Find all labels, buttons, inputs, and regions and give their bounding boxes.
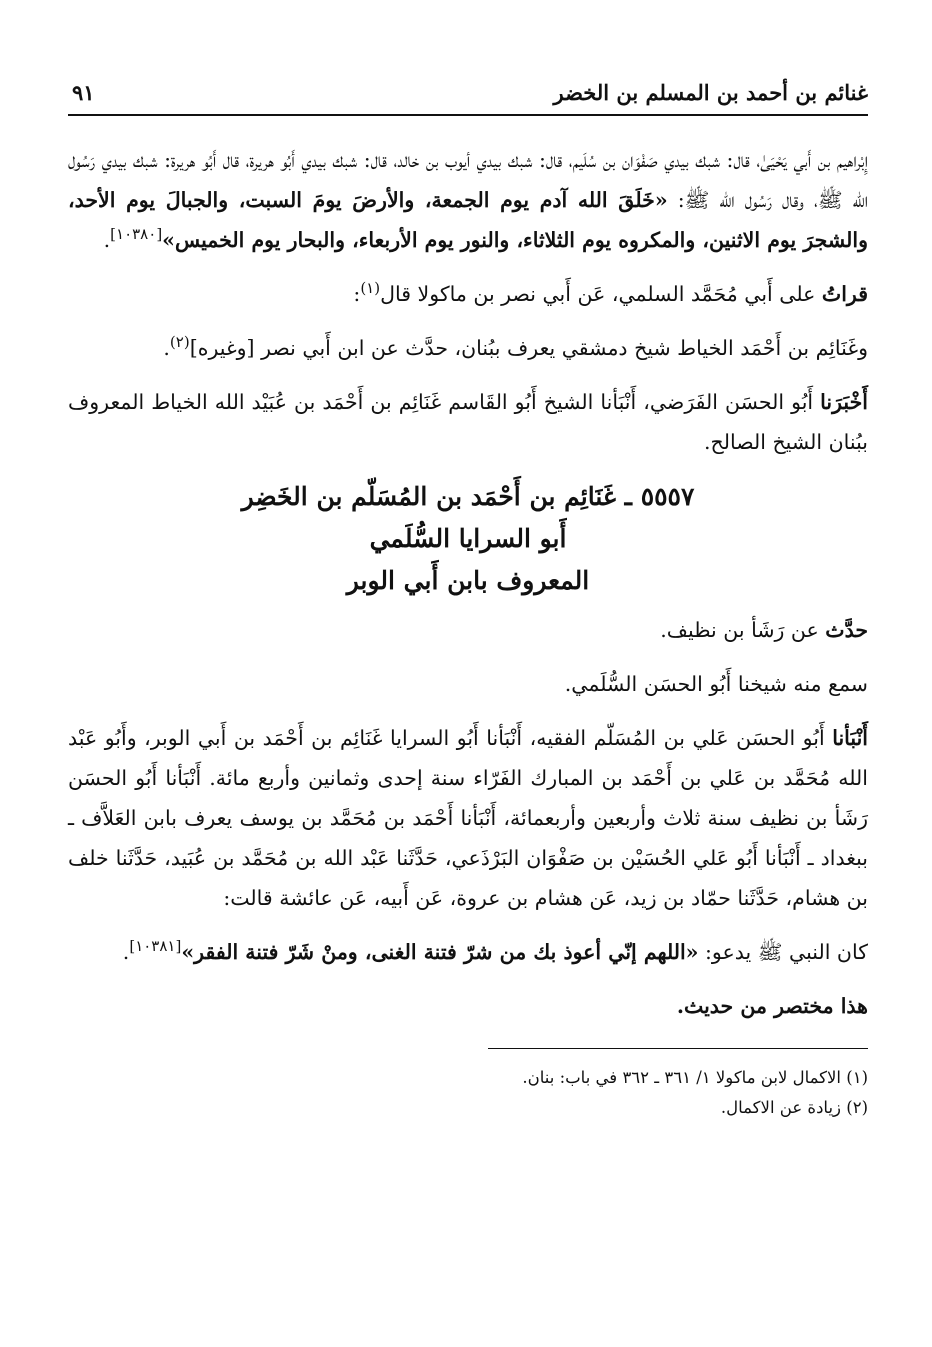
transmission-keyword: قراتُ [821,282,868,306]
paragraph-text: أَبُو الحسَن الفَرَضي، أَنْبَأنا الشيخ أَبُو القَاسم غَنَائِم بن أَحْمَد بن عُبَيْد الله الخياط المعروف ببُنان الشيخ الصالح. [68,390,868,454]
paragraph-end: : [353,282,361,306]
page-number: ٩١ [72,80,95,105]
footnote-marker: (١) [360,279,381,298]
paragraph-akhbarana [68,382,868,462]
transmission-keyword: حدَّث [825,618,868,642]
running-title: غنائم بن أحمد بن المسلم بن الخضر [553,80,868,105]
hadith-quote: «اللهم إنّي أعوذ بك من شرّ فتنة الغنى، ومنْ شَرّ فتنة الفقر» [181,940,699,964]
entry-title: ٥٥٥٧ ـ غَنَائِم بن أَحْمَد بن المُسَلّم بن الخَضِر [241,482,695,511]
entry-heading [68,476,868,602]
paragraph-text: وغَنَائِم بن أَحْمَد الخياط شيخ دمشقي يعرف ببُنان، حدَّث عن ابن أَبي نصر [وغيره] [189,336,868,360]
paragraph-prophet-dua [68,932,868,972]
paragraph-text: إِبْراهيم بن أَبي يَحْيَىٰ، قال: شبك بيدي صَفْوَان بن سُلَيم، قال: شبك بيدي أيوب بن خالد، قال: شبك بيدي أَبُو هريرة، قال أَبُو هريرة: شبك بيدي رَسُول الله ﷺ، وقال رَسُول الله ﷺ: [68,148,868,212]
footnotes [68,1063,868,1123]
paragraph-end: . [103,228,111,252]
paragraph-text: عن رَشَأ بن نظيف. [660,618,826,642]
paragraph-closing [68,986,868,1026]
entry-nickname: المعروف بابن أَبي الوبر [346,566,590,595]
paragraph-samia [68,664,868,704]
footnote-separator [488,1048,868,1049]
paragraph-text: هذا مختصر من حديث. [676,994,868,1018]
paragraph-text: على أَبي مُحَمَّد السلمي، عَن أَبي نصر بن ماكولا قال [380,282,822,306]
paragraph-text: سمع منه شيخنا أَبُو الحسَن السُّلَمي. [564,672,868,696]
transmission-keyword: أَخْبَرَنا [820,390,868,414]
paragraph-reading [68,274,868,314]
hadith-quote: «خَلَقَ الله آدم يوم الجمعة، والأرضَ يومَ السبت، والجبالَ يوم الأحد، والشجرَ يوم الاثنين، والمكروه يوم الثلاثاء، والنور يوم الأربعاء، والبحار يوم الخميس» [68,188,868,252]
hadith-number: [١٠٣٨١] [129,937,182,956]
footnote-2: (٢) زيادة عن الاكمال. [720,1098,868,1117]
transmission-keyword: أَنْبَأنا [832,726,868,750]
footnote-marker: (٢) [169,333,190,352]
paragraph-hadith-chain [68,140,868,260]
hadith-number: [١٠٣٨٠] [110,225,163,244]
paragraph-isnad [68,718,868,918]
paragraph-text: أَبُو الحسَن عَلي بن المُسَلّم الفقيه، أَنْبَأنا أَبُو السرايا غَنَائِم بن أَحْمَد بن أَبي الوبر، وأَبُو عَبْد الله مُحَمَّد بن عَلي بن أَحْمَد بن المبارك الفَرّاء سنة إحدى وثمانين وأربع مائة. أَنْبَأنا أَبُو الحسَن رَشَأ بن نظيف سنة ثلاث وأربعين وأربعمائة، أَنْبَأنا أَحْمَد بن مُحَمَّد بن يوسف يعرف بابن العَلاَّف ـ ببغداد ـ أَنْبَأنا أَبُو عَلي الحُسَيْن بن صَفْوَان البَرْذَعي، حَدَّثَنا عَبْد الله بن مُحَمَّد بن عُبَيد، حَدَّثَنا خلف بن هشام، حَدَّثَنا حمّاد بن زيد، عَن هشام بن عروة، عَن أَبيه، عَن عائشة قالت: [68,726,868,910]
footnote-1: (١) الاكمال لابن ماكولا ١/ ٣٦١ ـ ٣٦٢ في باب: بنان. [522,1068,868,1087]
paragraph-end: . [122,940,130,964]
main-text [68,140,868,1026]
paragraph-end: . [163,336,170,360]
paragraph-haddath [68,610,868,650]
entry-kunya: أَبو السرايا السُّلَمي [369,524,567,553]
running-header [68,70,868,116]
book-page [68,70,868,1123]
paragraph-biography-note [68,328,868,368]
paragraph-text: كان النبي ﷺ يدعو: [698,940,868,964]
